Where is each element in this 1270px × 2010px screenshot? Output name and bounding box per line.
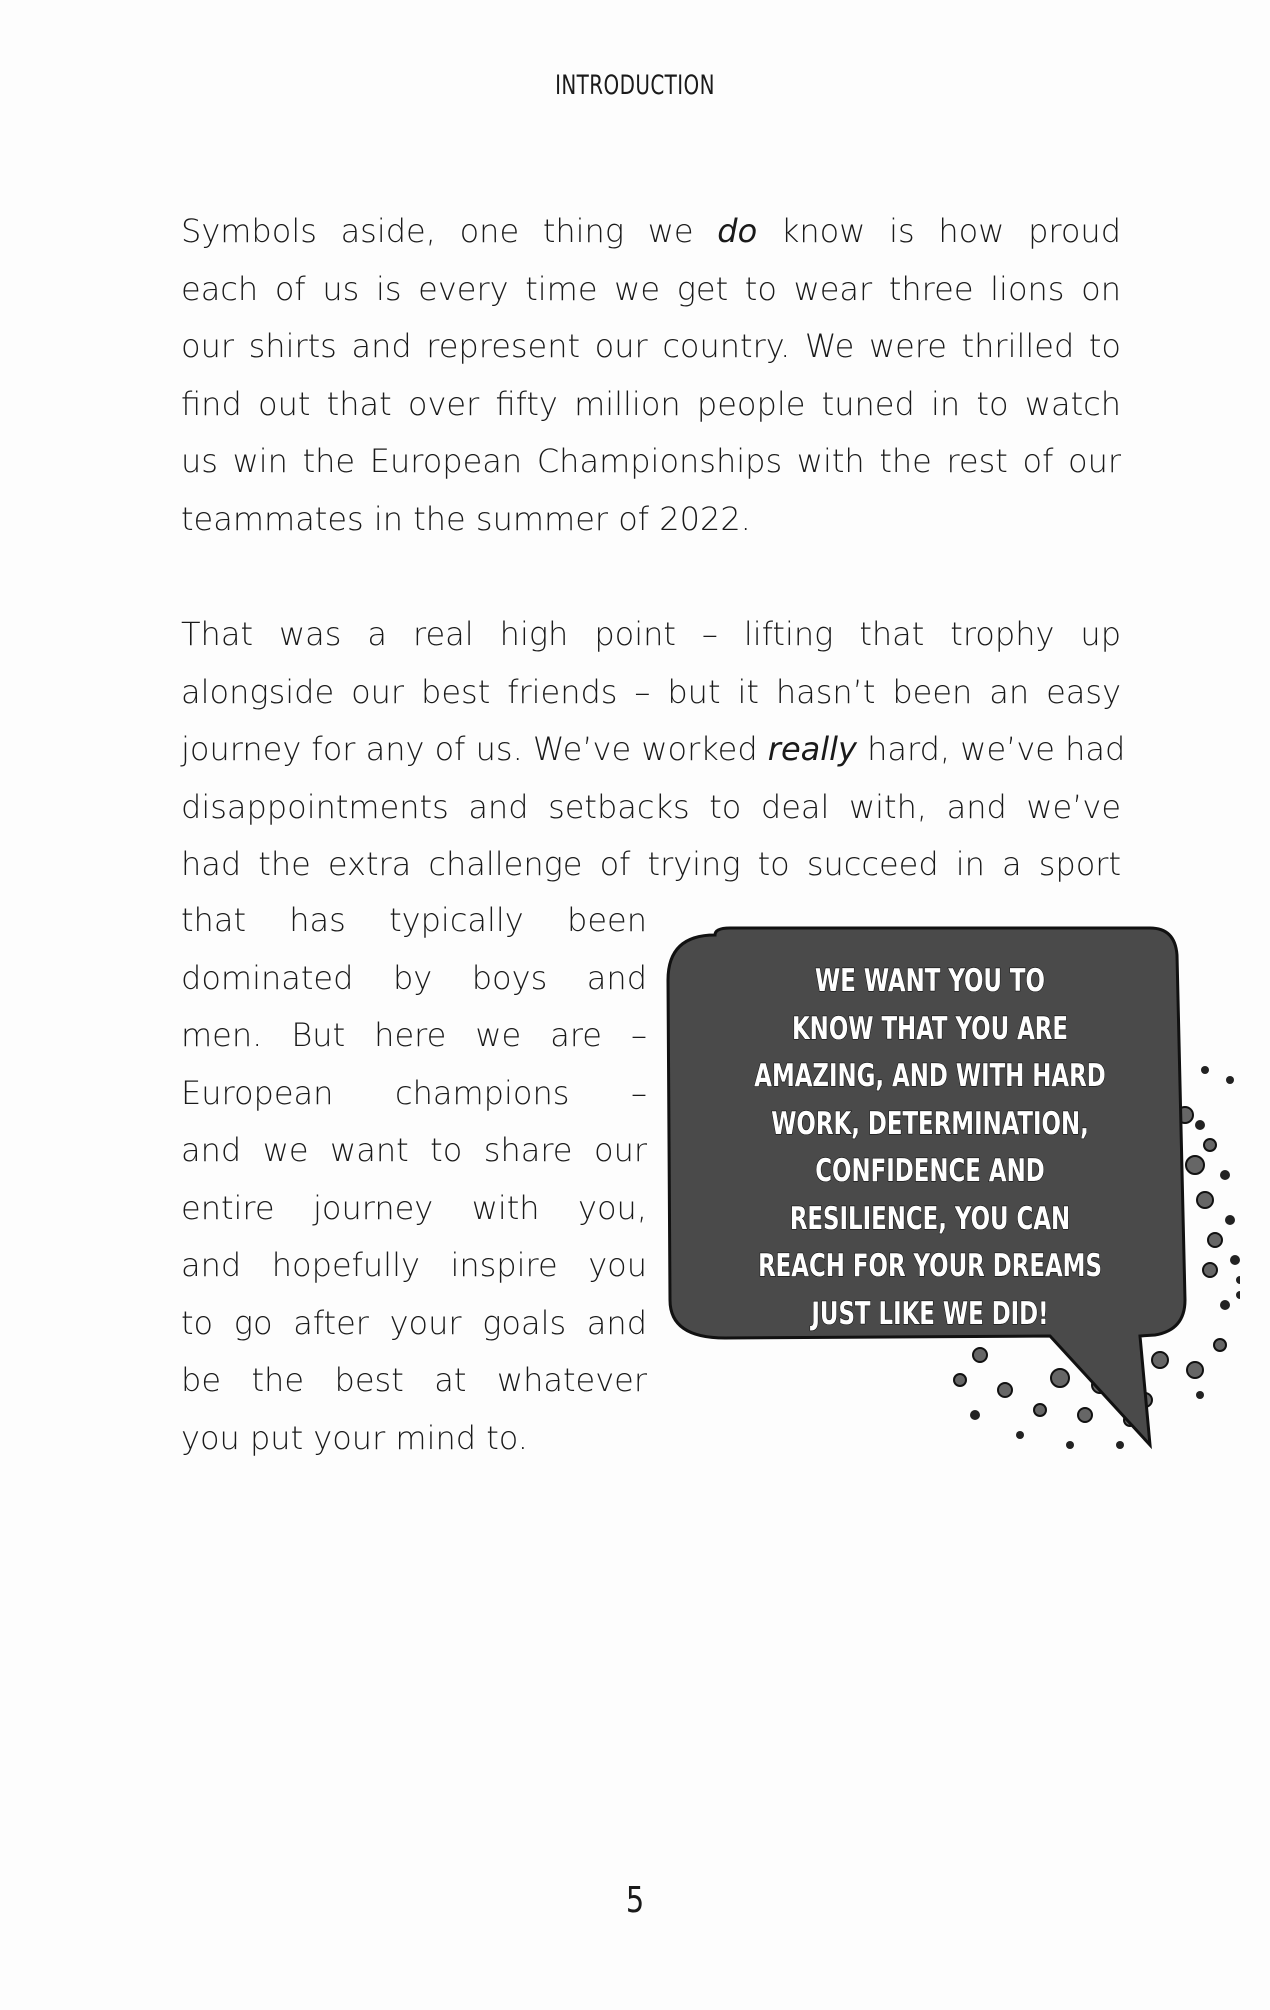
bubble-text-line: RESILIENCE, YOU CAN	[789, 1200, 1071, 1237]
text-line	[181, 491, 1121, 549]
text-line	[181, 950, 647, 1008]
text-segment: entire journey with you,	[181, 1188, 647, 1227]
halftone-dot	[1236, 1291, 1240, 1299]
halftone-dot	[1214, 1339, 1226, 1351]
text-segment: alongside our best friends – but it hasn’t been an easy	[181, 672, 1121, 711]
halftone-dot	[1226, 1076, 1234, 1084]
text-segment: find out that over fifty million people tuned in to watch	[181, 384, 1121, 423]
bubble-text-line: WORK, DETERMINATION,	[771, 1105, 1089, 1142]
paragraph-2-continued	[181, 892, 647, 1467]
bubble-text-line: REACH FOR YOUR DREAMS	[758, 1248, 1102, 1284]
bubble-text-line: WE WANT YOU TO	[815, 963, 1045, 999]
text-segment: each of us is every time we get to wear three lions on	[181, 269, 1121, 308]
text-line	[181, 721, 1126, 779]
emphasis: do	[717, 212, 758, 250]
halftone-dot	[1208, 1233, 1222, 1247]
text-segment: disappointments and setbacks to deal with, and we’ve	[181, 787, 1121, 826]
text-line	[181, 318, 1121, 376]
text-line	[181, 376, 1121, 434]
text-segment: you put your mind to.	[181, 1418, 528, 1457]
text-line	[181, 433, 1121, 491]
running-header: INTRODUCTION	[555, 70, 715, 101]
halftone-dot	[954, 1374, 966, 1386]
bubble-text-line: AMAZING, AND WITH HARD	[754, 1058, 1106, 1094]
text-segment: and we want to share our	[181, 1131, 647, 1169]
halftone-dot	[973, 1348, 987, 1362]
halftone-dot	[1230, 1255, 1240, 1265]
halftone-dot	[1034, 1404, 1046, 1416]
text-line	[181, 1410, 647, 1468]
halftone-dot	[1196, 1391, 1204, 1399]
halftone-dot	[1078, 1408, 1092, 1422]
halftone-dot	[1116, 1441, 1124, 1449]
emphasis: really	[767, 730, 857, 768]
text-line	[181, 1065, 647, 1123]
halftone-dot	[1186, 1156, 1204, 1174]
text-segment: European champions –	[181, 1073, 647, 1112]
halftone-dot	[1225, 1215, 1235, 1225]
halftone-dot	[1204, 1139, 1216, 1151]
paragraph-2	[181, 606, 1126, 894]
text-line	[181, 1007, 647, 1065]
text-line	[181, 664, 1121, 722]
text-segment: hard, we’ve had	[856, 730, 1126, 768]
halftone-dot	[1236, 1276, 1240, 1284]
text-line	[181, 1237, 647, 1295]
halftone-dot	[1197, 1192, 1213, 1208]
text-segment: men. But here we are –	[181, 1016, 647, 1054]
text-segment: us win the European Championships with the rest of our	[181, 442, 1121, 480]
text-segment: that has typically been	[181, 901, 647, 939]
bubble-text-line: CONFIDENCE AND	[815, 1153, 1045, 1189]
text-segment: be the best at whatever	[181, 1361, 647, 1399]
halftone-dot	[1187, 1362, 1203, 1378]
text-segment: to go after your goals and	[181, 1303, 647, 1342]
paragraph-1	[181, 203, 1121, 548]
text-segment: know is how proud	[757, 212, 1121, 250]
halftone-dot	[1066, 1441, 1074, 1449]
text-segment: journey for any of us. We’ve worked	[181, 730, 768, 768]
text-line	[181, 606, 1121, 664]
text-segment: That was a real high point – lifting that trophy up	[181, 615, 1121, 653]
text-segment: teammates in the summer of 2022.	[181, 499, 751, 538]
text-segment: our shirts and represent our country. We were thrilled to	[181, 327, 1121, 365]
halftone-dot	[1016, 1431, 1024, 1439]
text-line	[181, 261, 1121, 319]
bubble-text-line: KNOW THAT YOU ARE	[791, 1010, 1069, 1047]
text-line	[181, 1295, 647, 1353]
text-segment: dominated by boys and	[181, 958, 647, 997]
halftone-dot	[1203, 1263, 1217, 1277]
text-line	[181, 1352, 647, 1410]
halftone-dot	[1220, 1300, 1230, 1310]
text-line	[181, 1122, 647, 1180]
speech-bubble-text	[733, 958, 1127, 1338]
halftone-dot	[970, 1410, 980, 1420]
page-number: 5	[625, 1880, 645, 1921]
text-line	[181, 836, 1121, 894]
text-line	[181, 892, 647, 950]
text-segment: and hopefully inspire you	[181, 1246, 647, 1284]
bubble-text-line: JUST LIKE WE DID!	[811, 1295, 1049, 1332]
text-line	[181, 1180, 647, 1238]
halftone-dot	[1051, 1369, 1069, 1387]
text-line	[181, 203, 1121, 261]
halftone-dot	[1195, 1120, 1205, 1130]
text-segment: Symbols aside, one thing we	[181, 212, 718, 250]
text-segment: had the extra challenge of trying to succeed in a sport	[181, 845, 1121, 883]
halftone-dot	[1220, 1170, 1230, 1180]
halftone-dot	[1152, 1352, 1168, 1368]
halftone-dot	[998, 1383, 1012, 1397]
halftone-dot	[1201, 1066, 1209, 1074]
text-line	[181, 779, 1121, 837]
